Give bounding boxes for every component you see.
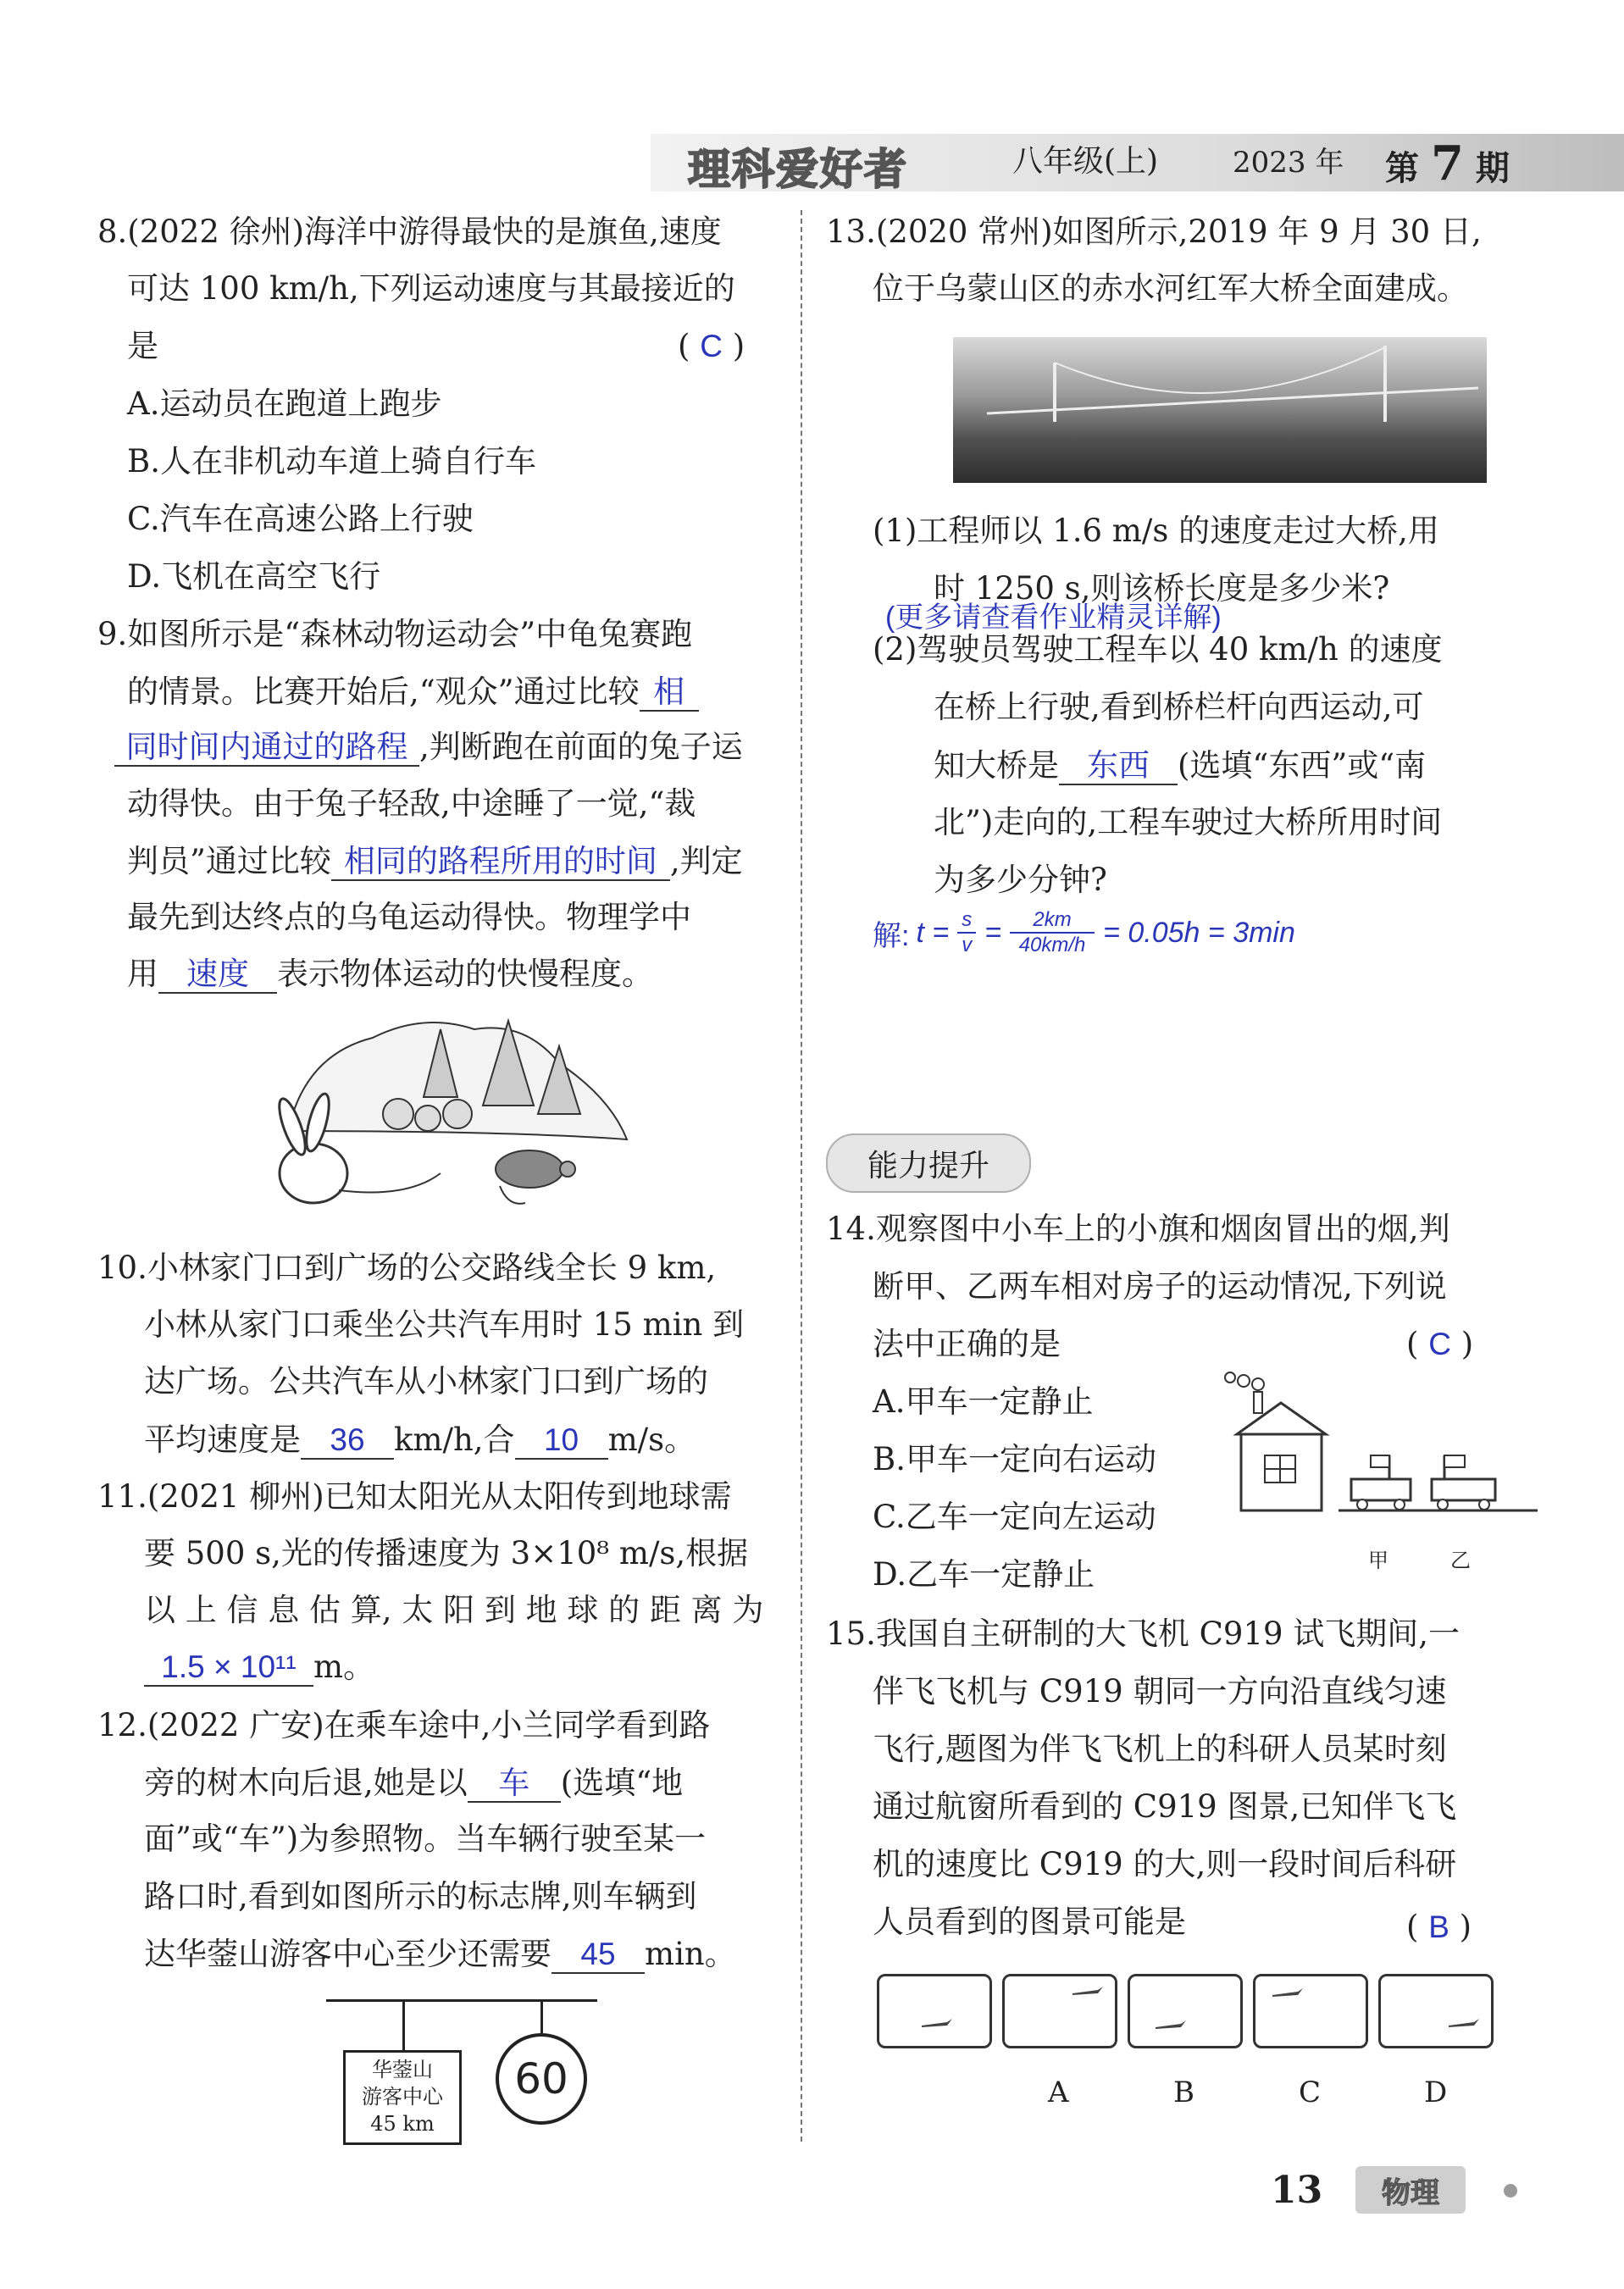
house-and-cars-figure [1220, 1362, 1542, 1532]
q15-option-c-figure [1253, 1974, 1368, 2048]
q9-answer-2: 相同的路程所用的时间 [331, 845, 670, 881]
issue-suffix: 期 [1475, 148, 1510, 188]
q9-line-2: 的情景。比赛开始后,“观众”通过比较 相 [127, 675, 699, 712]
q9-line-6: 最先到达终点的乌龟运动得快。物理学中 [127, 899, 691, 935]
q15-line-1: 15.我国自主研制的大飞机 C919 试飞期间,一 [826, 1616, 1460, 1652]
q10-line-1: 10.小林家门口到广场的公交路线全长 9 km, [97, 1250, 717, 1286]
q15-option-b-figure [1128, 1974, 1243, 2048]
q13-part2-line-2: 在桥上行驶,看到桥栏杆向西运动,可 [934, 689, 1424, 725]
q15-label-b: B [1173, 2076, 1194, 2109]
solution-t: t = [916, 916, 950, 949]
footer-dot [1504, 2184, 1517, 2198]
q11-line-4: 1.5 × 10¹¹ m。 [144, 1650, 374, 1687]
q13-line-2: 位于乌蒙山区的赤水河红军大桥全面建成。 [873, 270, 1468, 307]
q10-line-3: 达广场。公共汽车从小林家门口到广场的 [144, 1363, 708, 1399]
sign-post-right [540, 1999, 543, 2033]
q15-line-5: 机的速度比 C919 的大,则一段时间后科研 [873, 1846, 1457, 1882]
q14-line-3: 法中正确的是 [873, 1326, 1061, 1362]
q12-answer-1: 车 [468, 1766, 561, 1803]
q8-option-b: B.人在非机动车道上骑自行车 [127, 443, 536, 479]
q9-line-7: 用 速度 表示物体运动的快慢程度。 [127, 956, 653, 992]
q13-part1-line-2: 时 1250 s,则该桥长度是多少米? [934, 570, 1390, 607]
q11-answer: 1.5 × 10¹¹ [144, 1650, 313, 1687]
q12-line-5: 达华蓥山游客中心至少还需要 45 min。 [144, 1936, 736, 1972]
q10-answer-1: 36 [301, 1423, 394, 1460]
q8-line-1: 8.(2022 徐州)海洋中游得最快的是旗鱼,速度 [97, 213, 722, 250]
q14-option-d: D.乙车一定静止 [873, 1556, 1095, 1593]
q9-answer-3: 速度 [158, 957, 277, 994]
q15-label-c: C [1299, 2076, 1322, 2109]
sign-top-bar [326, 1999, 597, 2002]
issue-prefix: 第 [1385, 148, 1419, 188]
subject-tag: 物理 [1355, 2166, 1466, 2214]
q9-line-1: 9.如图所示是“森林动物运动会”中龟兔赛跑 [97, 616, 693, 652]
q11-line-1: 11.(2021 柳州)已知太阳光从太阳传到地球需 [97, 1478, 732, 1515]
issue-label [1385, 136, 1510, 191]
solution-result: = 0.05h = 3min [1103, 916, 1295, 949]
plane-icon [1381, 1976, 1491, 2046]
q12-line-3: 面”或“车”)为参照物。当车辆行驶至某一 [144, 1821, 707, 1857]
q15-line-2: 伴飞飞机与 C919 朝同一方向沿直线匀速 [873, 1673, 1447, 1710]
q8-line-3: 是 [127, 328, 158, 364]
solution-frac-2: 2km 40km/h [1010, 908, 1095, 957]
q14-answer: C [1428, 1327, 1451, 1361]
q14-line-2: 断甲、乙两车相对房子的运动情况,下列说 [873, 1268, 1447, 1305]
page-number: 13 [1271, 2169, 1323, 2212]
q9-answer-1b: 同时间内通过的路程 [114, 730, 419, 767]
q10-answer-2: 10 [515, 1423, 608, 1460]
section-badge: 能力提升 [826, 1133, 1031, 1193]
q8-answer: C [700, 329, 723, 363]
q12-line-2: 旁的树木向后退,她是以 车 (选填“地 [144, 1765, 684, 1801]
q15-answer: B [1428, 1909, 1449, 1944]
q15-line-6: 人员看到的图景可能是 [873, 1904, 1186, 1940]
q8-option-c: C.汽车在高速公路上行驶 [127, 501, 474, 537]
q10-line-4: 平均速度是 36 km/h,合 10 m/s。 [144, 1422, 696, 1458]
q13-part2-line-1: (2)驾驶员驾驶工程车以 40 km/h 的速度 [873, 631, 1443, 668]
q15-figure-main [877, 1974, 992, 2048]
q13-answer: 东西 [1059, 749, 1178, 785]
issue-number: 7 [1430, 136, 1464, 191]
q11-line-2: 要 500 s,光的传播速度为 3×10⁸ m/s,根据 [144, 1535, 749, 1571]
q11-line-3: 以 上 信 息 估 算, 太 阳 到 地 球 的 距 离 为 [144, 1592, 764, 1628]
q12-line-1: 12.(2022 广安)在乘车途中,小兰同学看到路 [97, 1707, 711, 1743]
q15-line-4: 通过航窗所看到的 C919 图景,已知伴飞飞 [873, 1788, 1457, 1825]
column-divider [801, 210, 802, 2142]
q14-option-a: A.甲车一定静止 [873, 1383, 1094, 1420]
tortoise-hare-illustration [254, 1004, 644, 1233]
q8-answer-bracket: ( C ) [678, 328, 745, 364]
q13-note: (更多请查看作业精灵详解) [885, 601, 1222, 634]
q8-option-d: D.飞机在高空飞行 [127, 558, 381, 595]
bridge-photo-lines [953, 337, 1487, 483]
solution-frac-1: s v [957, 908, 976, 957]
q13-solution: 解: t = s v = 2km 40km/h = 0.05h = 3min [873, 908, 1295, 956]
q15-option-a-figure [1002, 1974, 1117, 2048]
q15-label-d: D [1424, 2076, 1448, 2109]
sign-post-left [402, 1999, 405, 2052]
destination-sign [343, 2050, 462, 2145]
q8-line-2: 可达 100 km/h,下列运动速度与其最接近的 [127, 270, 735, 307]
plane-icon [1255, 1976, 1366, 2046]
year-label: 2023 年 [1233, 146, 1344, 180]
q14-option-c: C.乙车一定向左运动 [873, 1499, 1156, 1535]
q9-line-4: 动得快。由于兔子轻敌,中途睡了一觉,“裁 [127, 785, 696, 822]
q14-line-1: 14.观察图中小车上的小旗和烟囱冒出的烟,判 [826, 1211, 1450, 1247]
q13-line-1: 13.(2020 常州)如图所示,2019 年 9 月 30 日, [826, 213, 1482, 250]
magazine-logo: 理科爱好者 [688, 145, 908, 194]
q13-part1-line-1: (1)工程师以 1.6 m/s 的速度走过大桥,用 [873, 513, 1439, 549]
plane-icon [1130, 1976, 1240, 2046]
solution-prefix: 解: [873, 919, 910, 952]
plane-icon [879, 1976, 989, 2046]
car-label-jia: 甲 [1368, 1549, 1388, 1572]
q12-line-4: 路口时,看到如图所示的标志牌,则车辆到 [144, 1878, 697, 1915]
q9-line-3: 同时间内通过的路程 ,判断跑在前面的兔子运 [114, 730, 743, 767]
sign-line-1: 华蓥山 [372, 2058, 433, 2081]
speed-limit-value: 60 [514, 2054, 568, 2103]
q10-line-2: 小林从家门口乘坐公共汽车用时 15 min 到 [144, 1306, 745, 1343]
q12-answer-2: 45 [551, 1937, 645, 1974]
q15-option-d-figure [1378, 1974, 1494, 2048]
sign-line-3: 45 km [370, 2112, 435, 2136]
q9-answer-1a: 相 [640, 675, 699, 712]
q13-part2-line-5: 为多少分钟? [934, 862, 1107, 898]
q14-option-b: B.甲车一定向右运动 [873, 1441, 1156, 1477]
q15-answer-bracket: ( B ) [1406, 1909, 1472, 1945]
grade-label: 八年级(上) [1012, 144, 1159, 179]
plane-icon [1005, 1976, 1115, 2046]
speed-limit-sign [496, 2033, 587, 2125]
q13-part2-line-3: 知大桥是 东西 (选填“东西”或“南 [934, 747, 1427, 784]
sign-line-2: 游客中心 [362, 2085, 443, 2109]
q8-option-a: A.运动员在跑道上跑步 [127, 385, 442, 422]
q15-label-a: A [1048, 2076, 1069, 2109]
q13-part2-line-4: 北”)走向的,工程车驶过大桥所用时间 [934, 804, 1443, 840]
car-label-yi: 乙 [1450, 1549, 1471, 1572]
q15-line-3: 飞行,题图为伴飞飞机上的科研人员某时刻 [873, 1731, 1447, 1767]
q9-line-5: 判员”通过比较 相同的路程所用的时间 ,判定 [127, 843, 743, 879]
q14-answer-bracket: ( C ) [1406, 1326, 1474, 1362]
